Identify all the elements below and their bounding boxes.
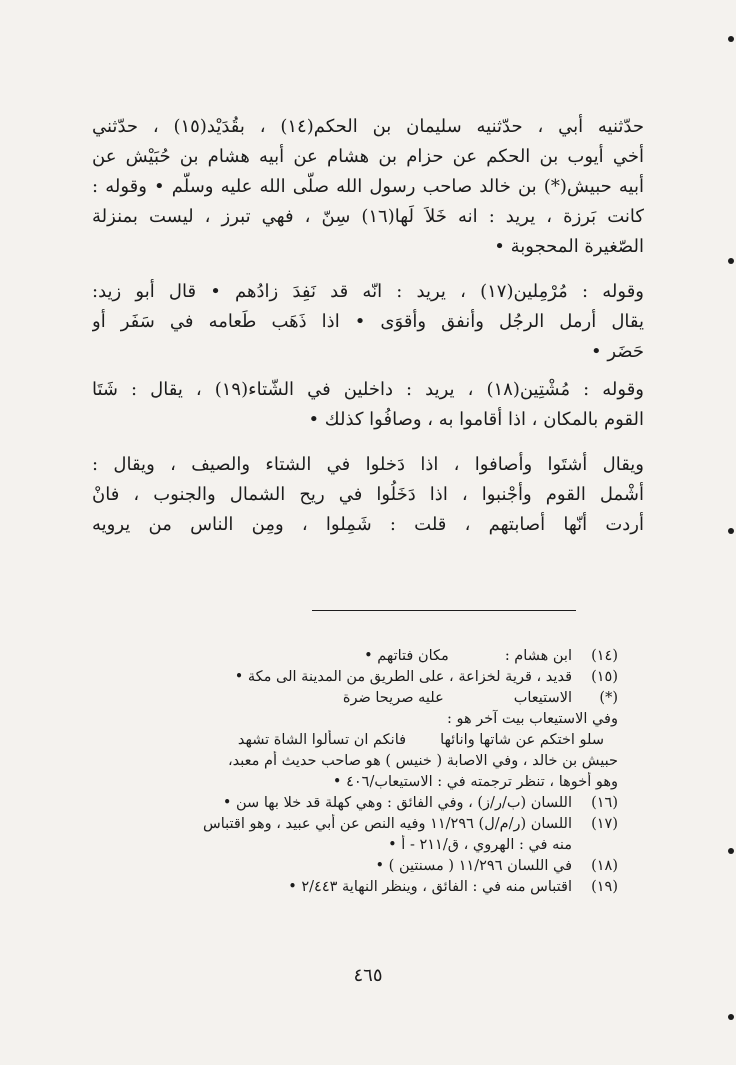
footnote-verse [92, 730, 618, 751]
footnote-text: الاستيعاب [513, 690, 572, 706]
footnote [92, 856, 618, 877]
text-line: حَضَر • [590, 341, 644, 362]
text-line: أردت أنّها أصابتهم ، قلت : شَمِلوا ، ومِن الناس من يرويه [92, 514, 644, 535]
page-number: ٤٦٥ [353, 965, 383, 986]
footnote-number: (١٤) [591, 648, 618, 664]
footnotes [92, 646, 618, 898]
text-line: وقوله : مُرْمِلين(١٧) ، يريد : انّه قد نَفِدَ زادُهم • قال أبو زيد: [92, 281, 644, 302]
text-line: أخي أيوب بن الحكم عن حزام بن هشام عن أبيه هشام بن حُبَيْش عن [92, 146, 644, 167]
scan-speck [728, 528, 734, 534]
footnote-text: منه في : الهروي ، ق/٢١١ - أ • [388, 837, 572, 853]
verse-hemistich: سلو اختكم عن شاتها وانائها [440, 732, 604, 748]
scan-speck [728, 36, 734, 42]
text-line: ويقال أشتَوا وأصافوا ، اذا دَخلوا في الشتاء والصيف ، ويقال : [92, 454, 644, 475]
footnote-number: (١٨) [591, 858, 618, 874]
text-line: القوم بالمكان ، اذا أقاموا به ، وصافُوا كذلك • [308, 409, 644, 430]
main-text [92, 112, 644, 540]
footnote-number: (*) [599, 690, 618, 706]
footnote-divider [312, 610, 576, 611]
footnote-text: وهو أخوها ، تنظر ترجمته في : الاستيعاب/٤٠٦ • [332, 774, 618, 790]
footnote-text: مكان فتاتهم • [364, 648, 449, 664]
text-line: يقال أرمل الرجُل وأنفق وأقوَى • اذا ذَهَب طَعامه في سَفَر أو [92, 311, 644, 332]
footnote [92, 667, 618, 688]
scan-speck [728, 1014, 734, 1020]
text-line: الصّغيرة المحجوبة • [494, 236, 644, 257]
footnote-text: وفي الاستيعاب بيت آخر هو : [447, 711, 618, 727]
text-line: حدّثنيه أبي ، حدّثنيه سليمان بن الحكم(١٤) ، بقُدَيْد(١٥) ، حدّثني [92, 116, 644, 137]
footnote-text: حبيش بن خالد ، وفي الاصابة ( خنيس ) هو صاحب حديث أم معبد، [227, 753, 618, 769]
footnote [92, 688, 618, 709]
text-line: وقوله : مُشْتِين(١٨) ، يريد : داخلين في الشّتاء(١٩) ، يقال : شَتَا [92, 379, 644, 400]
footnote-text: اقتباس منه في : الفائق ، وينظر النهاية ٢/٤٤٣ • [288, 879, 572, 895]
footnote-text: اللسان (ب/ر/ز) ، وفي الفائق : وهي كهلة قد خلا بها سن • [222, 795, 572, 811]
footnote [92, 793, 618, 814]
footnote-number: (١٩) [591, 879, 618, 895]
text-line: أبيه حبيش(*) بن خالد صاحب رسول الله صلّى الله عليه وسلّم • وقوله : [92, 176, 644, 197]
footnote [92, 646, 618, 667]
footnote [92, 877, 618, 898]
scan-speck [728, 848, 734, 854]
footnote-text: اللسان (ر/م/ل) ١١/٢٩٦ وفيه النص عن أبي عبيد ، وهو اقتباس [203, 816, 572, 832]
text-line: كانت بَرزة ، يريد : انه خَلاَ لَها(١٦) سِنّ ، فهي تبرز ، ليست بمنزلة [92, 206, 644, 227]
footnote-number: (١٥) [591, 669, 618, 685]
footnote-text: في اللسان ١١/٢٩٦ ( مسنتين ) • [375, 858, 572, 874]
scan-speck [728, 258, 734, 264]
text-line: أشْمل القوم وأجْنبوا ، اذا دَخَلُوا في ريح الشمال والجنوب ، فانْ [92, 484, 644, 505]
footnote-text: ابن هشام : [504, 648, 572, 664]
verse-hemistich: فانكم ان تسألوا الشاة تشهد [237, 732, 407, 748]
footnote-number: (١٧) [591, 816, 618, 832]
footnote-text: قديد ، قرية لخزاعة ، على الطريق من المدينة الى مكة • [234, 669, 572, 685]
footnote [92, 814, 618, 835]
footnote-text: عليه صريحا ضرة [342, 690, 444, 706]
footnote-number: (١٦) [591, 795, 618, 811]
